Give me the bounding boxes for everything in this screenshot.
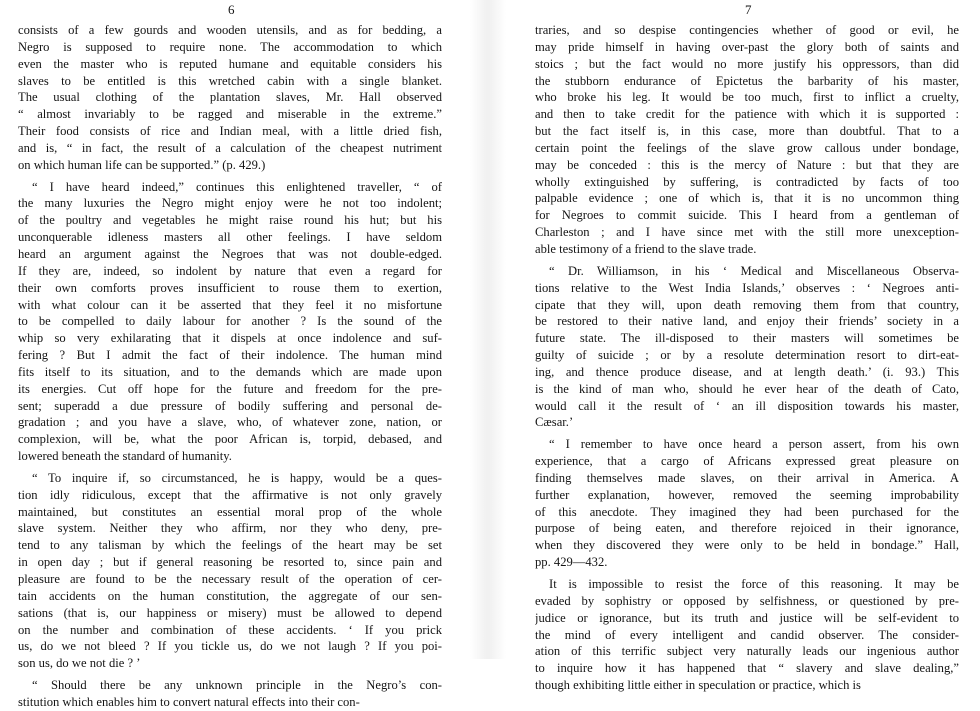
text-line: ation of this terrific subject very naturally leads our ingenious author [535, 644, 959, 659]
text-line: whip so very exhilarating that it dispels at once indolence and suf- [18, 331, 442, 346]
paragraph [18, 22, 442, 174]
text-line: tion idly ridiculous, except that the affirmative is not only gravely [18, 487, 442, 502]
text-line: and then to take credit for the patience with which it is supported : [535, 107, 959, 122]
text-line: to inquire how it has happened that “ slavery and slave dealing,” [535, 661, 959, 676]
page-number: 6 [228, 2, 235, 17]
text-line: their own comforts proves insufficient to rouse them to exertion, [18, 280, 442, 295]
text-line: certain point the feelings of the slave grow callous under bondage, [535, 140, 959, 155]
text-line: of the poultry and vegetables he might raise round his hut; but his [18, 213, 442, 228]
text-line: “ Dr. Williamson, in his ‘ Medical and Miscellaneous Observa- [549, 263, 959, 278]
text-line: pp. 429—432. [535, 555, 608, 570]
paragraph [18, 470, 442, 672]
paragraph [535, 263, 959, 431]
text-line: “ To inquire if, so circumstanced, he is happy, would be a ques- [32, 470, 442, 485]
text-line: unconquerable idleness masters all other feelings. I have seldom [18, 230, 442, 245]
text-line: cipate that they will, upon death removing them from that country, [535, 297, 959, 312]
text-line: may pride himself in having over-past the glory both of saints and [535, 39, 959, 54]
text-line: on the number and combination of these accidents. ‘ If you prick [18, 622, 442, 637]
book-gutter [470, 0, 506, 659]
text-line: in open day ; but if general reasoning be resorted to, since pain and [18, 555, 442, 570]
page-text [535, 22, 959, 694]
text-line: for Negroes to commit suicide. This I heard from a gentleman of [535, 208, 959, 223]
text-line: fering ? But I admit the fact of their indolence. The human mind [18, 348, 442, 363]
text-line: Negro is supposed to require none. The accommodation to which [18, 39, 442, 54]
text-line: son us, do we not die ? ’ [18, 656, 141, 671]
text-line: further explanation, however, removed the seeming improbability [535, 487, 959, 502]
paragraph [535, 436, 959, 571]
text-line: tend to any talisman by which the feelings of the heart may be set [18, 538, 442, 553]
text-line: able testimony of a friend to the slave trade. [535, 241, 757, 256]
text-line: slave system. Neither they who affirm, nor they who deny, pre- [18, 521, 442, 536]
text-line: gradation ; and you have a slave, who, of whatever zone, nation, or [18, 415, 442, 430]
text-line: the stubborn endurance of Epictetus the barbarity of his master, [535, 73, 959, 88]
text-line: who broke his leg. It would be too much, first to inflict a cruelty, [535, 90, 959, 105]
text-line: of this anecdote. They imagined they had been purchased for the [535, 504, 959, 519]
paragraph [535, 22, 959, 258]
page-number: 7 [745, 2, 752, 17]
text-line: tain accidents on the human constitution, the aggregate of our sen- [18, 588, 442, 603]
text-line: “ I have heard indeed,” continues this enlightened traveller, “ of [32, 179, 442, 194]
text-line: to be compelled to daily labour for another ? Is the sound of the [18, 314, 442, 329]
text-line: purpose of being eaten, and therefore rejoiced in their ignorance, [535, 521, 959, 536]
text-line: finding themselves made slaves, on their arrival in America. A [535, 470, 959, 485]
text-line: The usual clothing of the plantation slaves, Mr. Hall observed [18, 90, 442, 105]
text-line: pleasure are found to be the necessary result of the operation of cer- [18, 572, 442, 586]
text-line: stitution which enables him to convert natural effects into their con- [18, 694, 360, 709]
text-line: would call it the result of ‘ an ill disposition towards his master, [535, 398, 959, 413]
text-line: when they discovered they were only to be held in bondage.” Hall, [535, 538, 959, 553]
text-line: guilty of suicide ; or by a resolute determination resort to dirt-eat- [535, 348, 959, 363]
text-line: fits itself to its situation, and to the demands which are made upon [18, 364, 442, 379]
text-line: “ almost invariably to be ragged and miserable in the extreme.” [18, 107, 442, 122]
text-line: heard an argument against the Negroes that was not double-edged. [18, 246, 442, 261]
text-line: consists of a few gourds and wooden utensils, and as for bedding, a [18, 23, 442, 37]
text-line: us, do we not bleed ? If you tickle us, do we not laugh ? If you poi- [18, 639, 442, 654]
text-line: “ I remember to have once heard a person assert, from his own [549, 437, 959, 452]
text-line: ing, and thence produce disease, and at length death.’ (i. 93.) This [535, 364, 959, 379]
text-line: It is impossible to resist the force of this reasoning. It may be [549, 577, 959, 591]
paragraph [535, 576, 959, 694]
text-line: be restored to their native land, and enjoy their friends’ society in a [535, 314, 959, 329]
text-line: experience, that a cargo of Africans expressed great pleasure on [535, 454, 959, 469]
text-line: and is, “ in fact, the result of a calculation of the cheapest nutriment [18, 140, 442, 155]
text-line: slaves to be entitled is this wretched cabin with a single blanket. [18, 73, 442, 88]
text-line: lowered beneath the standard of humanity. [18, 449, 232, 464]
text-line: sent; superadd a due pressure of bodily suffering and personal de- [18, 398, 442, 413]
text-line: Charleston ; and I have since met with the still more unexception- [535, 225, 959, 240]
text-line: maintained, but constitutes an essential moral prop of the whole [18, 504, 442, 519]
text-line: its energies. Cut off hope for the future and freedom for the pre- [18, 381, 442, 396]
text-line: complexion, will be, what the poor African is, torpid, debased, and [18, 432, 442, 447]
text-line: the mind of every intelligent and candid observer. The consider- [535, 627, 959, 642]
text-line: even the master who is reputed humane and equitable considers his [18, 56, 442, 71]
text-line: but the fact itself is, in this case, more than doubtful. That to a [535, 124, 959, 139]
text-line: tions relative to the West India Islands,’ observes : ‘ Negroes anti- [535, 280, 959, 295]
text-line: may be conceded : this is the mercy of Nature : but that they are [535, 157, 959, 172]
text-line: with what colour can it be asserted that they feel it no misfortune [18, 297, 442, 312]
text-line: If they are, indeed, so indolent by nature that even a regard for [18, 263, 442, 278]
text-line: though exhibiting little either in speculation or practice, which is [535, 678, 861, 693]
text-line: judice or ignorance, but its truth and justice will be self-evident to [535, 610, 959, 625]
text-line: on which human life can be supported.” (p. 429.) [18, 157, 266, 172]
paragraph [18, 179, 442, 465]
text-line: the many luxuries the Negro might enjoy were he not too indolent; [18, 196, 442, 211]
page-text [18, 22, 442, 711]
text-line: evaded by sophistry or opposed by selfishness, or questioned by pre- [535, 593, 959, 608]
text-line: future state. The ill-disposed to their masters will sometimes be [535, 331, 959, 346]
text-line: “ Should there be any unknown principle in the Negro’s con- [32, 678, 442, 693]
text-line: is the kind of man who, should he ever hear of the death of Cato, [535, 381, 959, 396]
text-line: palpable evidence ; one of which is, that it is no uncommon thing [535, 191, 959, 206]
paragraph [18, 677, 442, 711]
text-line: traries, and so despise contingencies whether of good or evil, he [535, 23, 959, 37]
text-line: Their food consists of rice and Indian meal, with a little dried fish, [18, 124, 442, 139]
text-line: Cæsar.’ [535, 415, 574, 430]
text-line: stoics ; but the fact would no more justify his oppressors, than did [535, 56, 959, 71]
text-line: sations (that is, our happiness or misery) must be allowed to depend [18, 605, 442, 620]
text-line: wholly extinguished by suffering, is contradicted by facts of too [535, 174, 959, 189]
